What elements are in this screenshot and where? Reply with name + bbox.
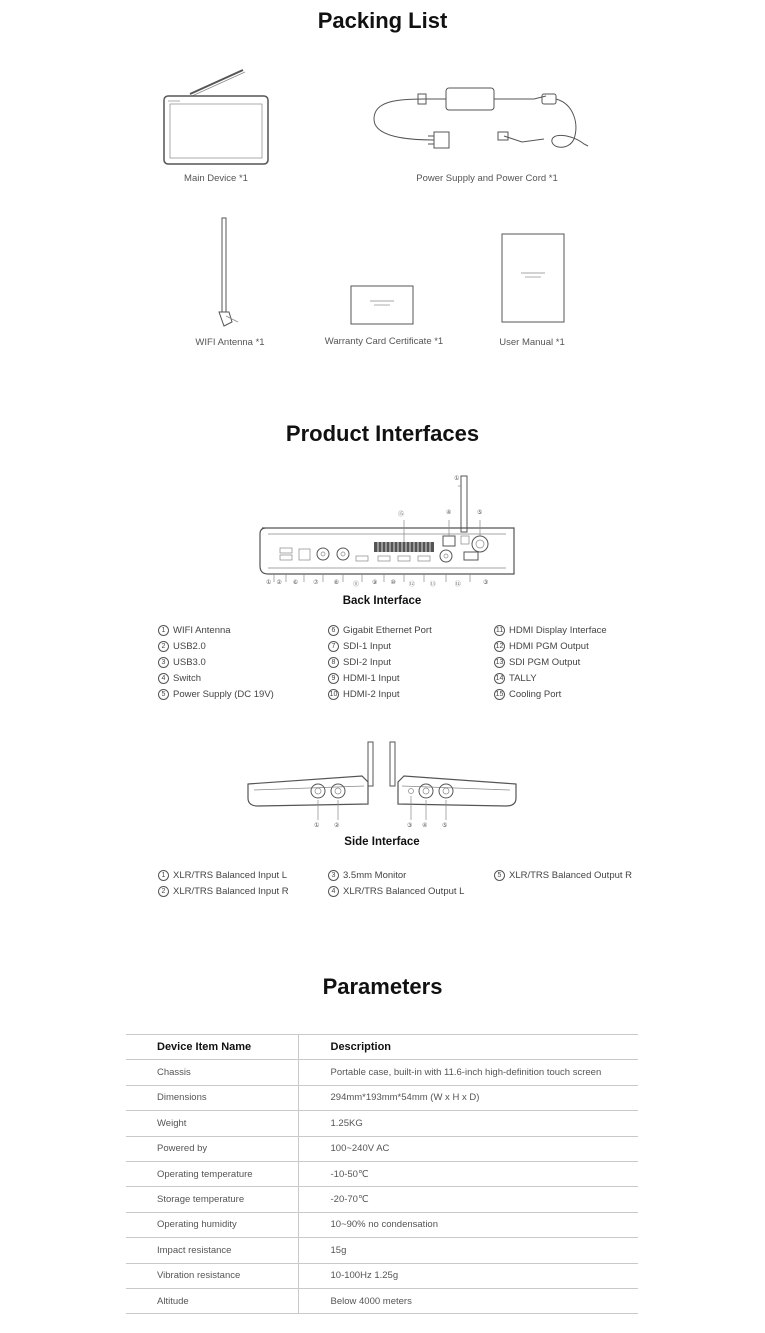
side-interface-subtitle: Side Interface xyxy=(344,836,420,848)
param-name: Powered by xyxy=(126,1136,298,1161)
side-panel-diagram xyxy=(244,740,520,832)
legend-item: 4 XLR/TRS Balanced Output L xyxy=(328,886,464,897)
param-name: Altitude xyxy=(126,1288,298,1313)
table-row xyxy=(126,1212,638,1237)
callout-number: ① xyxy=(454,476,460,482)
table-row xyxy=(126,1263,638,1288)
legend-item: 13 SDI PGM Output xyxy=(495,657,581,668)
column-header: Description xyxy=(298,1035,638,1060)
table-row xyxy=(126,1288,638,1313)
table-row xyxy=(126,1060,638,1085)
legend-item: 12 HDMI PGM Output xyxy=(495,641,589,652)
callout-number: ⑭ xyxy=(454,582,461,588)
param-desc: Portable case, built-in with 11.6-inch high-definition touch screen xyxy=(298,1060,638,1085)
param-name: Chassis xyxy=(126,1060,298,1085)
callout-number: ⑪ xyxy=(352,582,359,588)
packing-item-label: WIFI Antenna *1 xyxy=(195,337,265,348)
callout-number: ⑤ xyxy=(477,510,483,516)
callout-number: ⑫ xyxy=(408,582,415,588)
legend-item: 10 HDMI-2 Input xyxy=(329,689,400,700)
param-desc: -20-70℃ xyxy=(298,1187,638,1212)
callout-number: ④ xyxy=(446,510,452,516)
callout-number: ① xyxy=(266,580,272,586)
legend-item: 15 Cooling Port xyxy=(495,689,562,700)
legend-item: 5 Power Supply (DC 19V) xyxy=(158,689,274,700)
legend-item: 2 USB2.0 xyxy=(158,641,274,652)
callout-number: ① xyxy=(314,823,320,829)
table-row xyxy=(126,1085,638,1110)
legend-item: 2 XLR/TRS Balanced Input R xyxy=(158,886,289,897)
back-interface-subtitle: Back Interface xyxy=(342,595,422,607)
table-row xyxy=(126,1111,638,1136)
param-name: Storage temperature xyxy=(126,1187,298,1212)
param-name: Dimensions xyxy=(126,1085,298,1110)
packing-item-label: Main Device *1 xyxy=(184,173,248,184)
callout-number: ⑤ xyxy=(442,823,448,829)
param-desc: Below 4000 meters xyxy=(298,1288,638,1313)
param-desc: 10-100Hz 1.25g xyxy=(298,1263,638,1288)
table-row xyxy=(126,1187,638,1212)
warranty-card-icon xyxy=(350,285,414,325)
callout-number: ⑧ xyxy=(333,580,339,586)
table-row xyxy=(126,1238,638,1263)
param-desc: 1.25KG xyxy=(298,1111,638,1136)
legend-item: 7 SDI-1 Input xyxy=(328,641,432,652)
packing-list-title: Packing List xyxy=(317,8,448,33)
packing-item-label: Warranty Card Certificate *1 xyxy=(324,336,444,347)
column-header: Device Item Name xyxy=(126,1035,298,1060)
callout-number: ③ xyxy=(483,580,489,586)
param-name: Vibration resistance xyxy=(126,1263,298,1288)
callout-number: ⑥ xyxy=(292,580,299,586)
callout-number: ④ xyxy=(422,823,428,829)
legend-item: 8 SDI-2 Input xyxy=(328,657,432,668)
packing-item-label: Power Supply and Power Cord *1 xyxy=(416,173,558,184)
callout-number: ② xyxy=(334,823,340,829)
callout-number: ⑮ xyxy=(398,512,405,518)
param-name: Weight xyxy=(126,1111,298,1136)
power-adapter-icon xyxy=(374,84,600,156)
table-row xyxy=(126,1136,638,1161)
legend-item: 4 Switch xyxy=(158,673,274,684)
callout-number: ⑨ xyxy=(371,580,378,586)
product-interfaces-title: Product Interfaces xyxy=(285,421,480,446)
back-panel-diagram xyxy=(256,472,518,592)
param-desc: -10-50℃ xyxy=(298,1161,638,1186)
param-name: Operating humidity xyxy=(126,1212,298,1237)
parameters-title: Parameters xyxy=(322,974,443,999)
legend-item: 1 WIFI Antenna xyxy=(158,625,274,636)
packing-item-label: User Manual *1 xyxy=(499,337,565,348)
legend-item: 3 USB3.0 xyxy=(158,657,274,668)
param-desc: 100~240V AC xyxy=(298,1136,638,1161)
param-desc: 294mm*193mm*54mm (W x H x D) xyxy=(298,1085,638,1110)
legend-item: 9 HDMI-1 Input xyxy=(328,673,432,684)
legend-item: 14 TALLY xyxy=(495,673,537,684)
callout-number: ⑬ xyxy=(429,582,436,588)
legend-item: 11 HDMI Display Interface xyxy=(495,625,607,636)
param-desc: 15g xyxy=(298,1238,638,1263)
callout-number: ② xyxy=(276,580,282,586)
parameters-table xyxy=(126,1034,638,1314)
param-name: Impact resistance xyxy=(126,1238,298,1263)
callout-number: ③ xyxy=(407,823,413,829)
tablet-device-icon xyxy=(160,68,272,168)
antenna-icon xyxy=(210,216,240,328)
param-name: Operating temperature xyxy=(126,1161,298,1186)
legend-item: 3 3.5mm Monitor xyxy=(328,870,464,881)
table-row xyxy=(126,1161,638,1186)
table-header-row xyxy=(126,1035,638,1060)
legend-item: 6 Gigabit Ethernet Port xyxy=(328,625,432,636)
param-desc: 10~90% no condensation xyxy=(298,1212,638,1237)
callout-number: ⑩ xyxy=(390,580,396,586)
user-manual-icon xyxy=(501,233,565,323)
legend-item: 5 XLR/TRS Balanced Output R xyxy=(494,870,632,881)
legend-item: 1 XLR/TRS Balanced Input L xyxy=(158,870,289,881)
callout-number: ⑦ xyxy=(313,580,319,586)
